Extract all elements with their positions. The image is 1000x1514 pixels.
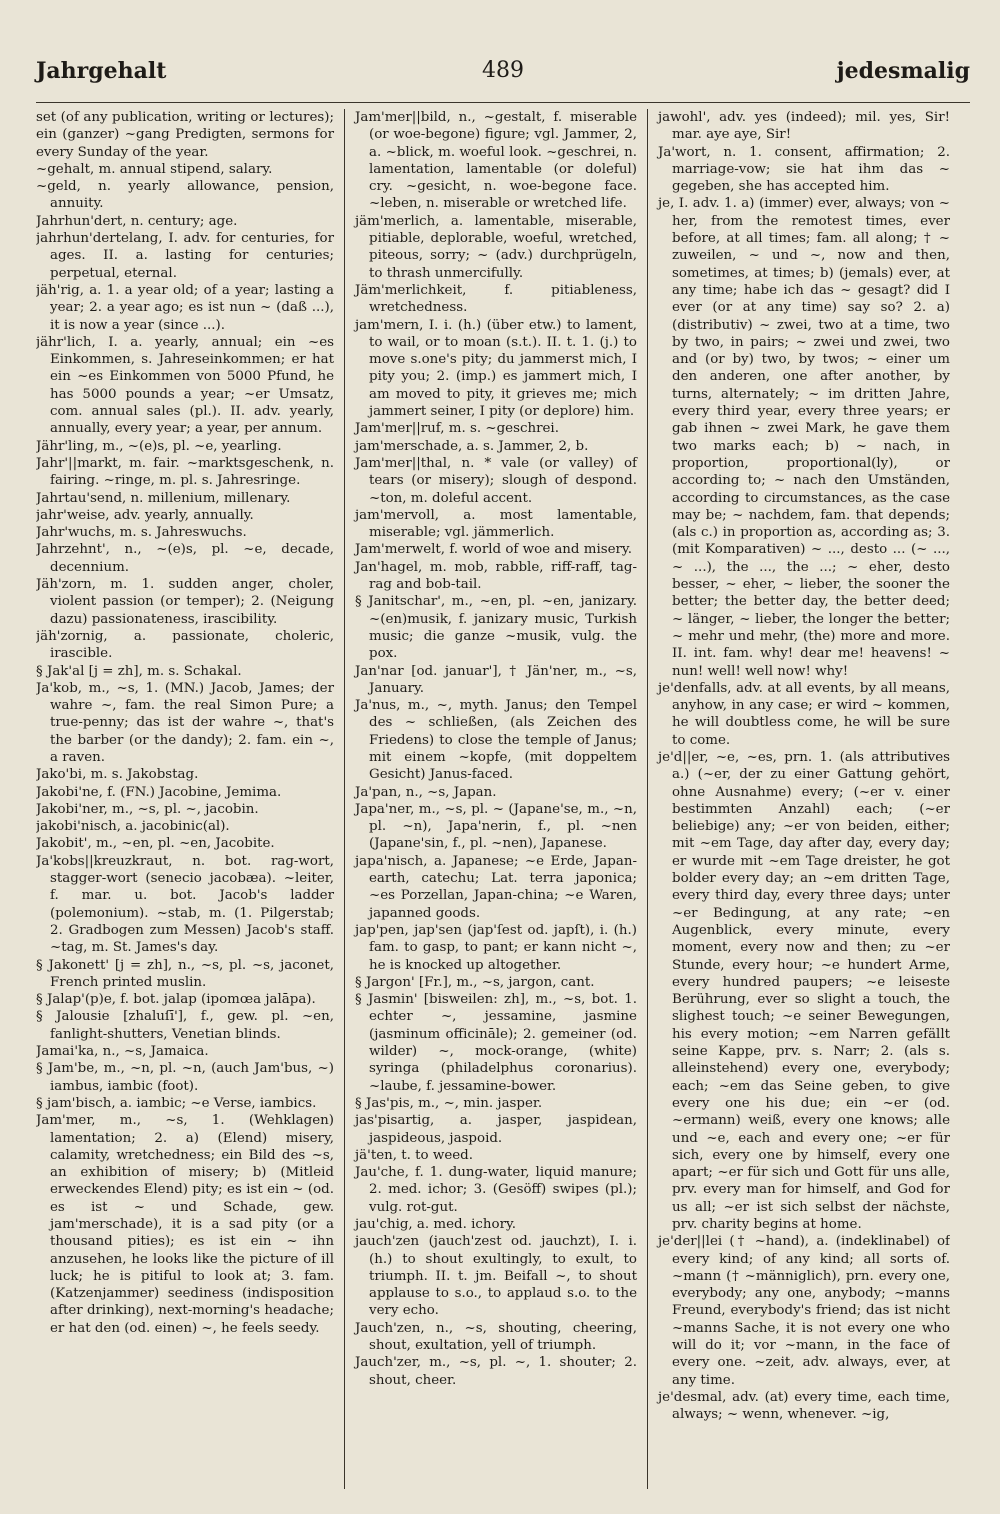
dictionary-entry: § Jas'pis, m., ~, min. jasper. [355,1095,543,1111]
dictionary-entry: japa'nisch, a. Japanese; ~e Erde, Japan-earth, catechu; Lat. terra japonica; ~es Porzellan, Japan-china; ~e Waren, japanned goods. [355,853,637,921]
dictionary-entry: Ja'kob, m., ~s, 1. (MN.) Jacob, James; der wahre ~, fam. the real Simon Pure; a true-penny; das ist der wahre ~, that's the barber (or the dandy); 2. fam. ein ~, a raven. [36,680,334,765]
dictionary-entry: Jam'mer, m., ~s, 1. (Wehklagen) lamentation; 2. a) (Elend) misery, calamity, wretchedness; ein Bild des ~s, an exhibition of misery; b) (Mitleid erweckendes Elend) pity; es ist ein ~ (od. es ist ~ und Schade, gew. jam'merschade), it is a sad pity (or a thousand pities); es ist ein ~ ihn anzusehen, he looks like the picture of ill luck; he is pitiful to look at; 3. fam. (Katzenjammer) seediness (indisposition after drinking), next-morning's headache; er hat den (od. einen) ~, he feels seedy. [36,1113,334,1336]
dictionary-entry: § Jargon' [Fr.], m., ~s, jargon, cant. [355,974,595,990]
dictionary-entry: Jahrhun'dert, n. century; age. [36,213,238,229]
dictionary-entry: je'd||er, ~e, ~es, prn. 1. (als attributives a.) (~er, der zu einer Gattung gehört, ohne Ausnahme) every; (~er v. einer bestimmten Anzahl) each; (~er beliebige) any; ~er von beiden, either; mit ~em Tage, day after day, every day; er wurde mit ~em Tage dreister, he got bolder every day; an ~em dritten Tage, every third day, every three days; unter ~er Bedingung, at any rate; ~en Augenblick, every minute, every moment, every now and then; zu ~er Stunde, every hour; ~e hundert Arme, every hundred paupers; ~e leiseste Berührung, ever so slight a touch, the slighest touch; ~e seiner Bewegungen, his every motion; ~em Narren gefällt seine Kappe, prv. s. Narr; 2. (als s. alleinstehend) every one, everybody; each; ~em das Seine geben, to give every one his due; ein ~er (od. ~ermann) weiß, every one knows; alle und ~e, each and every one; ~er für sich, every one by himself, every one apart; ~er für sich und Gott für uns alle, prv. every man for himself, and God for us all; ~er ist sich selbst der nächste, prv. charity begins at home. [658,749,950,1232]
dictionary-entry: Jam'mer||thal, n. * vale (or valley) of tears (or misery); slough of despond. ~ton, m. doleful accent. [355,455,637,506]
dictionary-entry: jäh'zornig, a. passionate, choleric, irascible. [36,628,334,662]
dictionary-entry: Jauch'zen, n., ~s, shouting, cheering, shout, exultation, yell of triumph. [355,1320,637,1354]
dictionary-entry: jawohl', adv. yes (indeed); mil. yes, Sir! mar. aye aye, Sir! [658,110,950,143]
dictionary-entry: jam'mervoll, a. most lamentable, miserable; vgl. jämmerlich. [355,507,637,541]
dictionary-entry: Jam'mer||ruf, m. s. ~geschrei. [355,421,559,437]
dictionary-entry: je'der||lei († ~hand), a. (indeklinabel) of every kind; of any kind; all sorts of. ~mann († ~männiglich), prn. every one, everybody; any one, anybody; ~manns Freund, everybody's friend; das ist nicht ~manns Sache, it is not every one who will do it; vor ~mann, in the face of every one. ~zeit, adv. always, ever, at any time. [658,1234,950,1388]
dictionary-entry: § jam'bisch, a. iambic; ~e Verse, iambics. [36,1095,317,1111]
header-right-catchword: jedesmalig [836,58,970,84]
dictionary-entry: Jau'che, f. 1. dung-water, liquid manure; 2. med. ichor; 3. (Gesöff) swipes (pl.); vulg. rot-gut. [355,1165,637,1215]
columns [36,109,970,1489]
page-number: 489 [482,58,524,83]
dictionary-entry: § Jakonett' [j = zh], n., ~s, pl. ~s, jaconet, French printed muslin. [36,957,334,990]
dictionary-entry: § Jasmin' [bisweilen: zh], m., ~s, bot. 1. echter ~, jessamine, jasmine (jasminum officināle); 2. gemeiner (od. wilder) ~, mock-orange, (white) syringa (philadelphus coronarius). ~laube, f. jessamine-bower. [355,992,637,1094]
column-3 [647,109,950,1489]
dictionary-entry: Jakobit', m., ~en, pl. ~en, Jacobite. [36,836,275,852]
dictionary-entry: § Jak'al [j = zh], m. s. Schakal. [36,663,242,679]
dictionary-entry: Jahr'||markt, m. fair. ~marktsgeschenk, n. fairing. ~ringe, m. pl. s. Jahresringe. [36,455,334,489]
column-1 [36,109,344,1489]
dictionary-entry: Jam'merwelt, f. world of woe and misery. [355,542,632,558]
dictionary-entry: jä'ten, t. to weed. [355,1147,473,1163]
page-header [36,52,970,103]
dictionary-entry: Jan'hagel, m. mob, rabble, riff-raff, tag-rag and bob-tail. [355,559,637,593]
dictionary-entry: jauch'zen (jauch'zest od. jauchzt), I. i. (h.) to shout exultingly, to exult, to triumph. II. t. jm. Beifall ~, to shout applause to s.o., to applaud s.o. to the very echo. [355,1234,637,1319]
dictionary-entry: jam'mern, I. i. (h.) (über etw.) to lament, to wail, or to moan (s.t.). II. t. 1. (j.) to move s.one's pity; du jammerst mich, I pity you; 2. (imp.) es jammert mich, I am moved to pity, it grieves me; mich jammert seiner, I pity (or deplore) him. [355,317,637,420]
dictionary-entry: ~gehalt, m. annual stipend, salary. [36,161,273,177]
dictionary-entry: § Jam'be, m., ~n, pl. ~n, (auch Jam'bus, ~) iambus, iambic (foot). [36,1061,334,1094]
dictionary-entry: jahrhun'dertelang, I. adv. for centuries, for ages. II. a. lasting for centuries; perpetual, eternal. [36,231,334,281]
dictionary-entry: Ja'nus, m., ~, myth. Janus; den Tempel des ~ schließen, (als Zeichen des Friedens) to close the temple of Janus; mit einem ~kopfe, (mit doppeltem Gesicht) Janus-faced. [355,698,637,783]
dictionary-entry: Japa'ner, m., ~s, pl. ~ (Japane'se, m., ~n, pl. ~n), Japa'nerin, f., pl. ~nen (Japane'sin, f., pl. ~nen), Japanese. [355,801,637,852]
dictionary-entry: Jahr'wuchs, m. s. Jahreswuchs. [36,525,247,541]
dictionary-entry: jäm'merlich, a. lamentable, miserable, pitiable, deplorable, woeful, wretched, piteous, sorry; ~ (adv.) durchprügeln, to thrash unmercifully. [355,213,637,281]
dictionary-entry: Jam'mer||bild, n., ~gestalt, f. miserable (or woe-begone) figure; vgl. Jammer, 2, a. ~blick, m. woeful look. ~geschrei, n. lamentation, lamentable (or doleful) cry. ~gesicht, n. woe-begone face. ~leben, n. miserable or wretched life. [355,110,637,212]
dictionary-entry: jas'pisartig, a. jasper, jaspidean, jaspideous, jaspoid. [355,1113,637,1146]
dictionary-entry: Jako'bi, m. s. Jakobstag. [36,767,199,783]
dictionary-entry: jähr'lich, I. a. yearly, annual; ein ~es Einkommen, s. Jahreseinkommen; er hat ein ~es Einkommen von 5000 Pfund, he has 5000 pounds a year; ~er Umsatz, com. annual sales (pl.). II. adv. yearly, annually, every year; a year, per annum. [36,334,334,437]
dictionary-entry: Jan'nar [od. januar'], † Jän'ner, m., ~s, January. [355,663,637,696]
dictionary-entry: Jauch'zer, m., ~s, pl. ~, 1. shouter; 2. shout, cheer. [355,1355,637,1388]
dictionary-entry: je'denfalls, adv. at all events, by all means, anyhow, in any case; er wird ~ kommen, he will doubtless come, he will be sure to come. [658,680,950,748]
dictionary-entry: jam'merschade, a. s. Jammer, 2, b. [355,438,589,454]
dictionary-entry: jahr'weise, adv. yearly, annually. [36,507,254,523]
dictionary-entry: Jahrtau'send, n. millenium, millenary. [36,490,291,506]
dictionary-entry: jau'chig, a. med. ichory. [355,1217,517,1232]
dictionary-entry: Jähr'ling, m., ~(e)s, pl. ~e, yearling. [36,438,282,454]
dictionary-entry: § Jalap'(p)e, f. bot. jalap (ipomœa jalāpa). [36,992,316,1008]
dictionary-entry: je'desmal, adv. (at) every time, each time, always; ~ wenn, whenever. ~ig, [658,1389,950,1423]
dictionary-entry: Jahrzehnt', n., ~(e)s, pl. ~e, decade, decennium. [36,542,334,575]
dictionary-entry: jap'pen, jap'sen (jap'ſest od. japſt), i. (h.) fam. to gasp, to pant; er kann nicht ~, he is knocked up altogether. [355,922,637,973]
header-left-catchword: Jahrgehalt [36,58,167,84]
dictionary-entry: Ja'wort, n. 1. consent, affirmation; 2. marriage-vow; sie hat ihm das ~ gegeben, she has accepted him. [658,144,950,195]
dictionary-entry: Jakobi'ne, f. (FN.) Jacobine, Jemima. [36,784,282,800]
dictionary-entry: ~geld, n. yearly allowance, pension, annuity. [36,179,334,212]
dictionary-entry: Jakobi'ner, m., ~s, pl. ~, jacobin. [36,801,259,817]
dictionary-entry: je, I. adv. 1. a) (immer) ever, always; von ~ her, from the remotest times, ever before, at all times; fam. all along; † ~ zuweilen, ~ und ~, now and then, sometimes, at times; b) (jemals) ever, at any time; habe ich das ~ gesagt? did I ever (or at any time) say so? 2. a) (distributiv) ~ zwei, two at a time, two by two, in pairs; ~ zwei und zwei, two and (or by) two, by twos; ~ einer um den anderen, one after another, by turns, alternately; ~ im dritten Jahre, every third year, every three years; er gab ihnen ~ zwei Mark, he gave them two marks each; b) ~ nach, in proportion, proportional(ly), or according to; ~ nach den Umständen, according to circumstances, as the case may be; ~ nachdem, fam. that depends; (als c.) in proportion as, according as; 3. (mit Komparativen) ~ ..., desto ... (~ ..., ~ ...), the ..., the ...; ~ eher, desto besser, ~ eher, ~ lieber, the sooner the better; the better day, the better deed; ~ länger, ~ lieber, the longer the better; ~ mehr und mehr, (the) more and more. II. int. fam. why! dear me! heavens! ~ nun! well! well now! why! [658,196,950,679]
dictionary-entry: Jäh'zorn, m. 1. sudden anger, choler, violent passion (or temper); 2. (Neigung dazu) passionateness, irascibility. [36,577,334,627]
dictionary-entry: jakobi'nisch, a. jacobinic(al). [36,819,230,835]
dictionary-entry: jäh'rig, a. 1. a year old; of a year; lasting a year; 2. a year ago; es ist nun ~ (daß ...), it is now a year (since ...). [36,282,334,333]
dictionary-entry: § Janitschar', m., ~en, pl. ~en, janizary. ~(en)musik, f. janizary music, Turkish music; die ganze ~musik, vulg. the pox. [355,594,637,662]
column-2 [344,109,647,1489]
dictionary-entry: Jamai'ka, n., ~s, Jamaica. [36,1044,209,1060]
dictionary-entry: § Jalousie [zhaluſī'], f., gew. pl. ~en, fanlight-shutters, Venetian blinds. [36,1009,334,1042]
dictionary-entry: set (of any publication, writing or lectures); ein (ganzer) ~gang Predigten, sermons for every Sunday of the year. [36,110,334,160]
dictionary-entry: Jäm'merlichkeit, f. pitiableness, wretchedness. [355,282,637,316]
dictionary-entry: Ja'pan, n., ~s, Japan. [355,784,497,800]
dictionary-entry: Ja'kobs||kreuzkraut, n. bot. rag-wort, stagger-wort (senecio jacobæa). ~leiter, f. mar. u. bot. Jacob's ladder (polemonium). ~stab, m. (1. Pilgerstab; 2. Gradbogen zum Messen) Jacob's staff. ~tag, m. St. James's day. [36,853,334,956]
